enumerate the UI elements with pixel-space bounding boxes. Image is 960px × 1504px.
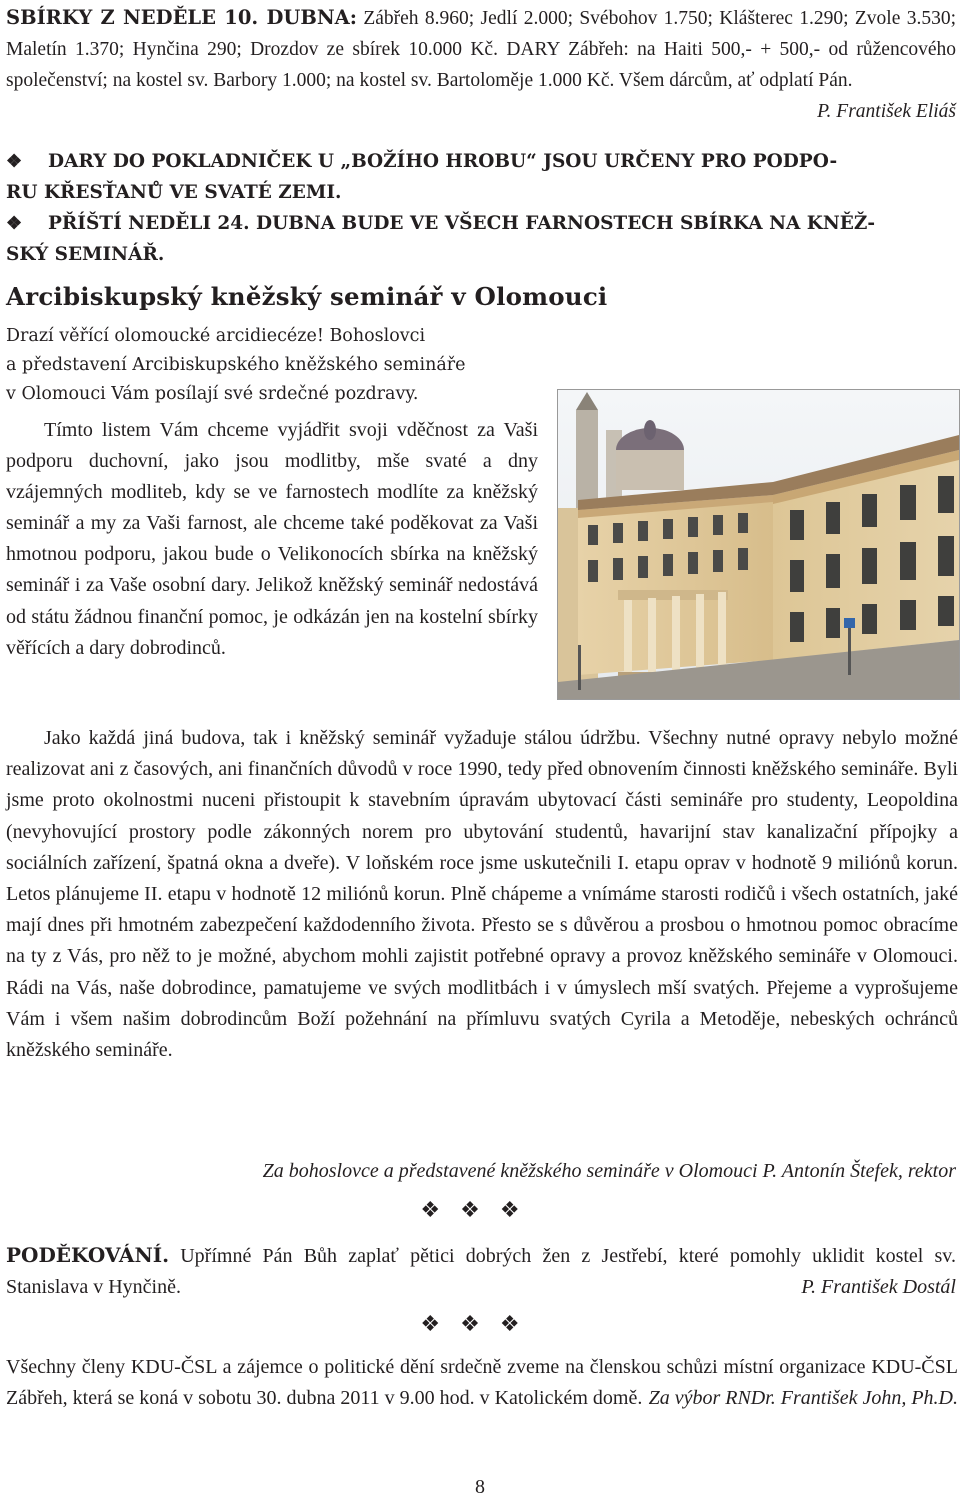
diamond-ornament-icon: ❖ xyxy=(6,151,23,172)
thanks-text: Upřímné Pán Bůh zaplať pětici dobrých žen z Jestřebí, které pomohly uklidit kostel sv. Stanislava v Hynčině. xyxy=(6,1245,957,1298)
collections-label: SBÍRKY Z NEDĚLE 10. DUBNA: xyxy=(6,6,357,29)
thanks-section xyxy=(6,1240,956,1303)
announcement-bullet-1 xyxy=(6,146,956,208)
ornament-separator-1: ❖❖❖ xyxy=(420,1198,540,1223)
ornament-separator-2: ❖❖❖ xyxy=(420,1312,540,1337)
full-paragraph: Jako každá jiná budova, tak i kněžský seminář vyžaduje stálou údržbu. Všechny nutné opravy nebylo možné realizovat ani z časových, ani finančních důvodů v roce 1990, tedy před obnovením činnosti kněžského semináře. Byli jsme proto okolnostmi nuceni přistoupit k stavebním úpravám ubytovací části semináře pro studenty, Leopoldina (nevyhovující prostory podle zákonných norem pro ubytování studentů, havarijní stav kanalizační přípojky a sociálních zařízení, špatná okna a dveře). V loňském roce jsme uskutečnili I. etapu oprav v hodnotě 9 miliónů korun. Letos plánujeme II. etapu v hodnotě 12 miliónů korun. Plně chápeme a vnímáme starosti rodičů i všech ostatních, jaké mají dnes při hmotném zabezpečení každodenního života. Přesto se s důvěrou a prosbou o hmotnou pomoc obracíme na ty z Vás, pro něž to je možné, abychom mohli zajistit potřebné opravy a provoz kněžského semináře v Olomouci. Rádi na Vás, naše dobrodince, pamatujeme ve svých modlitbách i v úmyslech mší svatých. Přejeme a vyprošujeme Vám i všem našim dobrodincům Boží požehnání na přímluvu svatých Cyrila a Metoděje, nebeských ochránců kněžského semináře. xyxy=(6,727,958,1062)
seminary-signature: Za bohoslovce a představené kněžského semináře v Olomouci P. Antonín Štefek, rektor xyxy=(262,1160,956,1182)
intro-line-3: v Olomouci Vám posílají své srdečné pozdravy. xyxy=(6,384,419,404)
kdu-section xyxy=(6,1352,958,1414)
kdu-paragraph xyxy=(6,1352,958,1414)
announcement-bullet-2 xyxy=(6,208,956,270)
kdu-text: Všechny členy KDU-ČSL a zájemce o politické dění srdečně zveme na členskou schůzi místní organizace KDU-ČSL Zábřeh, která se koná v sobotu 30. dubna 2011 v 9.00 hod. v Katolickém domě. xyxy=(6,1356,958,1409)
bullet-1-line-1: DARY DO POKLADNIČEK U „BOŽÍHO HROBU“ JSOU URČENY PRO PODPO- xyxy=(48,151,838,172)
diamond-ornament-icon: ❖ xyxy=(6,213,23,234)
collections-section xyxy=(6,2,956,127)
seminary-intro xyxy=(6,322,526,409)
thanks-signature: P. František Dostál xyxy=(801,1276,956,1298)
bullet-1-line-2: RU KŘESŤANŮ VE SVATÉ ZEMI. xyxy=(6,182,342,203)
thanks-paragraph xyxy=(6,1240,956,1303)
seminary-full-text xyxy=(6,723,958,1066)
seminary-column-text xyxy=(6,415,538,664)
seminary-heading: Arcibiskupský kněžský seminář v Olomouci xyxy=(6,282,608,311)
seminary-building-photo xyxy=(557,389,960,700)
building-illustration xyxy=(558,390,959,699)
collections-paragraph xyxy=(6,2,956,122)
intro-line-1: Drazí věřící olomoucké arcidiecéze! Bohoslovci xyxy=(6,326,426,346)
thanks-label: PODĚKOVÁNÍ. xyxy=(6,1243,170,1267)
intro-line-2: a představení Arcibiskupského kněžského semináře xyxy=(6,355,466,375)
column-paragraph: Tímto listem Vám chceme vyjádřit svoji vděčnost za Vaši podporu duchovní, jako jsou modlitby, mše svaté a dny vzájemných modliteb, kdy se ve farnostech modlíte za kněžský seminář a my za Vaši farnost, ale chceme také poděkovat za Vaši hmotnou podporu, jakou bude o Velikonocích sbírka na kněžský seminář i za Vaše osobní dary. Jelikož kněžský seminář nedostává od státu žádnou finanční pomoc, je odkázán jen na kostelní sbírky věřících a dary dobrodinců. xyxy=(6,419,538,659)
kdu-signature: Za výbor RNDr. František John, Ph.D. xyxy=(648,1387,958,1409)
collections-signature: P. František Eliáš xyxy=(817,101,956,122)
collections-text: Zábřeh 8.960; Jedlí 2.000; Svébohov 1.750; Klášterec 1.290; Zvole 3.530; Maletín 1.370; Hynčina 290; Drozdov ze sbírek 10.000 Kč. DARY Zábřeh: na Haiti 500,- + 500,- od růžencového společenství; na kostel sv. Barbory 1.000; na kostel sv. Bartoloměje 1.000 Kč. Všem dárcům, ať odplatí Pán. xyxy=(6,8,956,91)
bullet-2-line-2: SKÝ SEMINÁŘ. xyxy=(6,244,165,265)
bullet-2-line-1: PŘÍŠTÍ NEDĚLI 24. DUBNA BUDE VE VŠECH FARNOSTECH SBÍRKA NA KNĚŽ- xyxy=(48,213,876,234)
page-number: 8 xyxy=(475,1476,485,1498)
